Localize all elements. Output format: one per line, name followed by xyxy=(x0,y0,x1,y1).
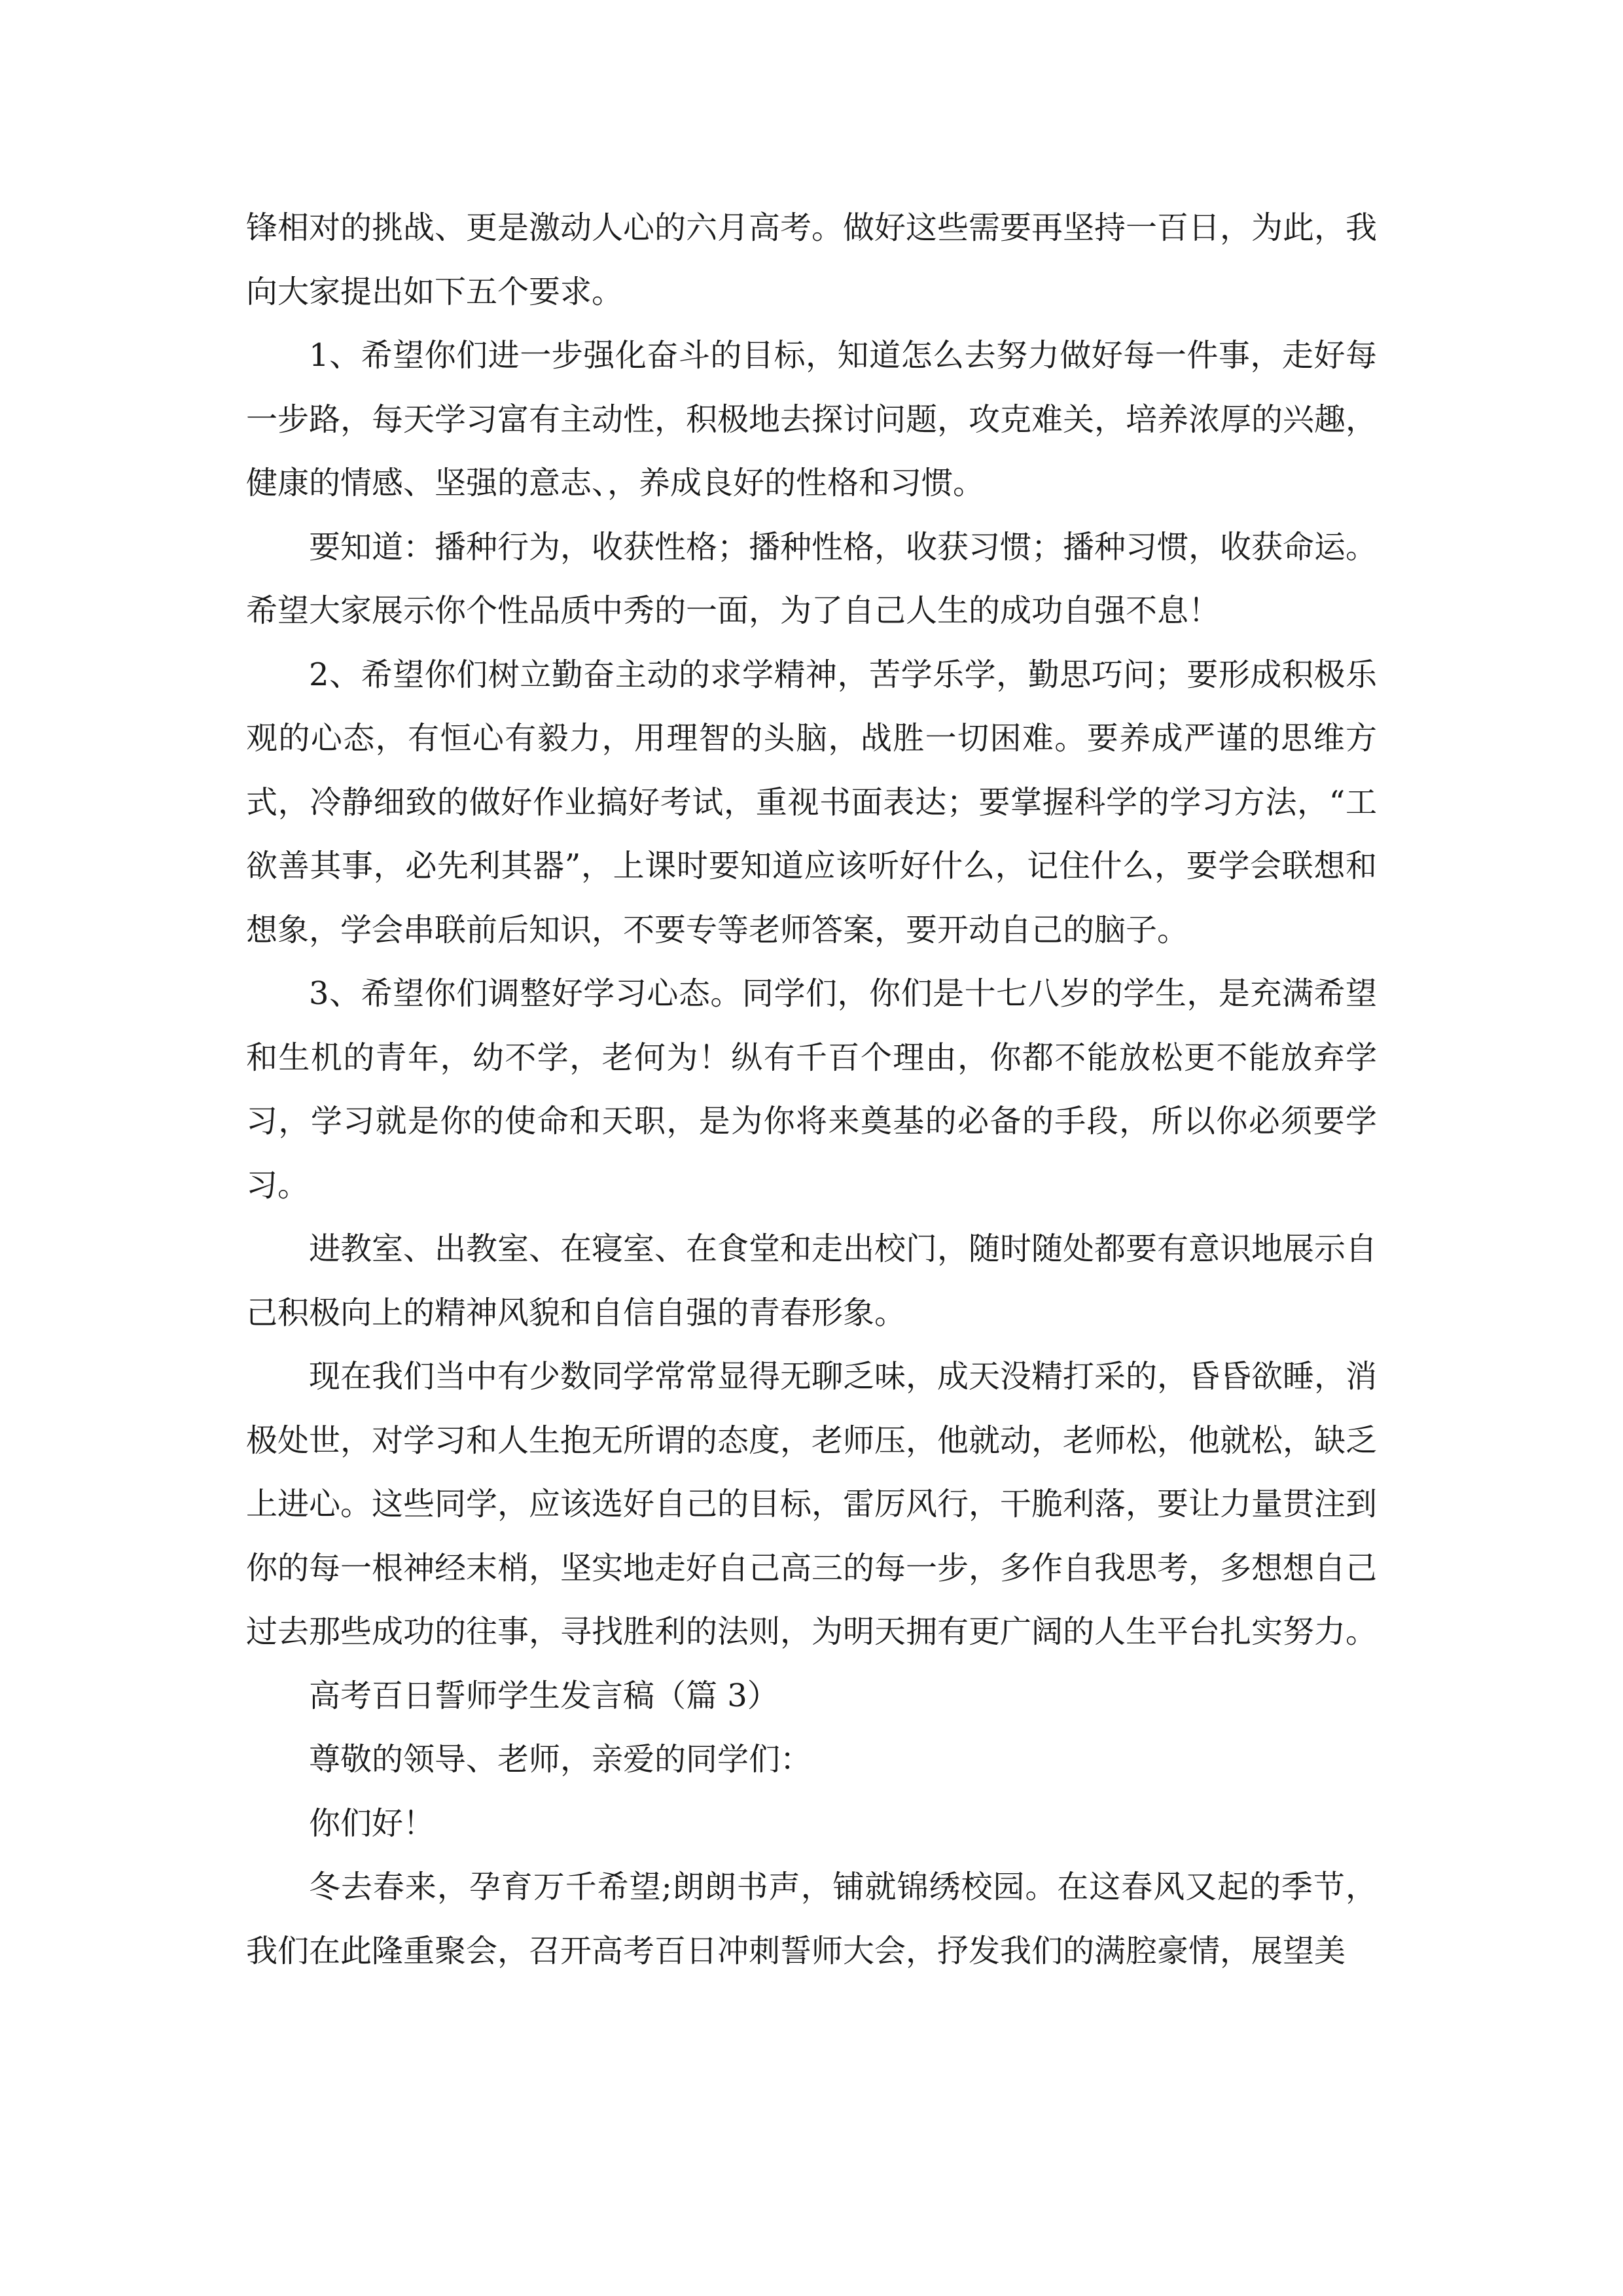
paragraph-opening: 冬去春来，孕育万千希望;朗朗书声，铺就锦绣校园。在这春风又起的季节，我们在此隆重聚会，召开高考百日冲刺誓师大会，抒发我们的满腔豪情，展望美 xyxy=(246,1869,1377,1969)
section-heading: 高考百日誓师学生发言稿（篇 3） xyxy=(309,1677,779,1714)
paragraph-know: 要知道：播种行为，收获性格；播种性格，收获习惯；播种习惯，收获命运。希望大家展示你个性品质中秀的一面，为了自己人生的成功自强不息！ xyxy=(246,528,1378,629)
salutation: 尊敬的领导、老师，亲爱的同学们： xyxy=(309,1741,812,1778)
paragraph-campus-image: 进教室、出教室、在寝室、在食堂和走出校门，随时随处都要有意识地展示自己积极向上的精神风貌和自信自强的青春形象。 xyxy=(246,1230,1378,1331)
paragraph-requirement-3: 3、希望你们调整好学习心态。同学们，你们是十七八岁的学生，是充满希望和生机的青年，幼不学，老何为！纵有千百个理由，你都不能放松更不能放弃学习，学习就是你的使命和天职，是为你将来奠基的必备的手段，所以你必须要学习。 xyxy=(246,975,1377,1204)
greeting: 你们好！ xyxy=(309,1804,435,1842)
paragraph-requirement-2: 2、希望你们树立勤奋主动的求学精神，苦学乐学，勤思巧问；要形成积极乐观的心态，有恒心有毅力，用理智的头脑，战胜一切困难。要养成严谨的思维方式，冷静细致的做好作业搞好考试，重视书面表达；要掌握科学的学习方法，“工欲善其事，必先利其器”，上课时要知道应该听好什么，记住什么，要学会联想和想象，学会串联前后知识，不要专等老师答案，要开动自己的脑子。 xyxy=(246,656,1377,948)
paragraph-requirement-1: 1、希望你们进一步强化奋斗的目标，知道怎么去努力做好每一件事，走好每一步路，每天学习富有主动性，积极地去探讨问题，攻克难关，培养浓厚的兴趣，健康的情感、坚强的意志、，养成良好的性格和习惯。 xyxy=(246,337,1378,501)
paragraph-few-students: 现在我们当中有少数同学常常显得无聊乏味，成天没精打采的，昏昏欲睡，消极处世，对学习和人生抱无所谓的态度，老师压，他就动，老师松，他就松，缺乏上进心。这些同学，应该选好自己的目标，雷厉风行，干脆利落，要让力量贯注到你的每一根神经末梢，坚实地走好自己高三的每一步，多作自我思考，多想想自己过去那些成功的往事，寻找胜利的法则，为明天拥有更广阔的人生平台扎实努力。 xyxy=(246,1358,1378,1650)
paragraph-continuation: 锋相对的挑战、更是激动人心的六月高考。做好这些需要再坚持一百日，为此，我向大家提出如下五个要求。 xyxy=(246,209,1378,310)
document-body xyxy=(246,196,1377,1983)
